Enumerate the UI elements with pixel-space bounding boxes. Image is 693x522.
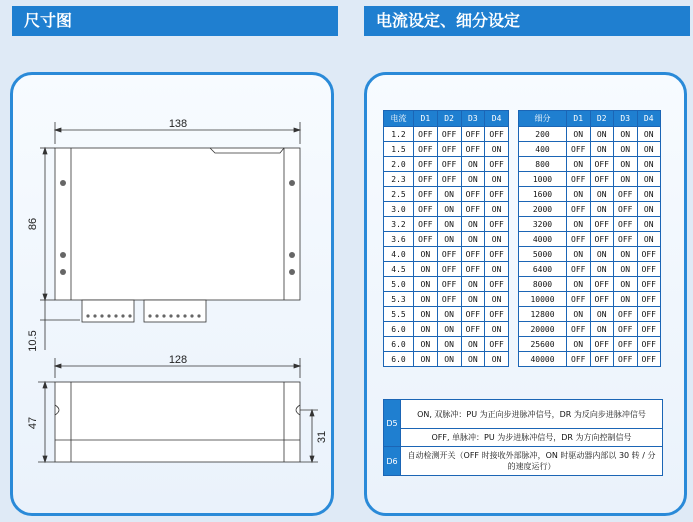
current-table-cell: ON — [485, 202, 509, 217]
current-table-cell: OFF — [485, 247, 509, 262]
current-table-cell: OFF — [461, 247, 485, 262]
current-table-cell: OFF — [414, 202, 438, 217]
microstep-table-cell: 20000 — [519, 322, 567, 337]
microstep-table-cell: OFF — [637, 337, 661, 352]
current-table-cell: OFF — [485, 157, 509, 172]
microstep-table-cell: OFF — [567, 172, 591, 187]
current-table-cell: OFF — [414, 172, 438, 187]
microstep-table-row — [519, 172, 661, 187]
microstep-table-cell: 12800 — [519, 307, 567, 322]
current-table-cell: OFF — [461, 307, 485, 322]
current-table-row — [384, 142, 509, 157]
microstep-table-cell: OFF — [637, 292, 661, 307]
dim-width-bottom: 128 — [168, 354, 188, 366]
current-table-cell: ON — [485, 292, 509, 307]
current-table-cell: OFF — [485, 307, 509, 322]
current-table-row — [384, 172, 509, 187]
microstep-table-cell: ON — [567, 187, 591, 202]
current-table-cell: OFF — [437, 157, 461, 172]
microstep-table-cell: 2000 — [519, 202, 567, 217]
microstep-table-row — [519, 322, 661, 337]
microstep-table-cell: ON — [567, 217, 591, 232]
d6-label: D6 — [384, 447, 401, 476]
current-table-cell: ON — [437, 322, 461, 337]
d5-label: D5 — [384, 400, 401, 447]
switch-notes-table — [383, 399, 663, 476]
current-table-cell: OFF — [414, 157, 438, 172]
current-table-cell: ON — [461, 292, 485, 307]
current-table-row — [384, 247, 509, 262]
current-setting-table — [383, 110, 509, 367]
left-section-title: 尺寸图 — [24, 11, 73, 30]
microstep-table-cell: OFF — [590, 232, 614, 247]
current-table-row — [384, 187, 509, 202]
microstep-table-cell: OFF — [637, 307, 661, 322]
dim-height-top: 86 — [27, 217, 39, 231]
microstep-table-cell: 4000 — [519, 232, 567, 247]
current-table-cell: OFF — [485, 277, 509, 292]
current-table-row — [384, 322, 509, 337]
current-table-cell: ON — [437, 232, 461, 247]
current-header-d4: D4 — [485, 111, 509, 127]
microstep-table-cell: OFF — [567, 232, 591, 247]
microstep-table-cell: ON — [614, 172, 638, 187]
microstep-table-row — [519, 142, 661, 157]
microstep-table-cell: ON — [614, 142, 638, 157]
current-table-cell: 5.5 — [384, 307, 414, 322]
current-table-cell: OFF — [437, 277, 461, 292]
microstep-table-row — [519, 247, 661, 262]
microstep-table-row — [519, 307, 661, 322]
microstep-table-cell: OFF — [590, 352, 614, 367]
microstep-table-row — [519, 337, 661, 352]
right-section-title: 电流设定、细分设定 — [376, 11, 521, 30]
current-table-cell: OFF — [437, 172, 461, 187]
microstep-table-cell: OFF — [567, 262, 591, 277]
current-table-cell: ON — [485, 232, 509, 247]
current-table-cell: OFF — [461, 262, 485, 277]
current-table-cell: OFF — [461, 127, 485, 142]
microstep-header-d4: D4 — [637, 111, 661, 127]
d6-description: 自动检测开关（OFF 时接收外部脉冲，ON 时驱动器内部以 30 转 / 分的速度运行） — [401, 447, 663, 476]
current-table-row — [384, 307, 509, 322]
microstep-table-cell: ON — [637, 187, 661, 202]
current-table-row — [384, 217, 509, 232]
microstep-table-cell: ON — [590, 322, 614, 337]
microstep-table-cell: ON — [567, 337, 591, 352]
current-table-cell: 4.5 — [384, 262, 414, 277]
current-table-cell: OFF — [437, 262, 461, 277]
current-table-cell: ON — [485, 262, 509, 277]
microstep-table-cell: OFF — [567, 142, 591, 157]
microstep-setting-table — [518, 110, 661, 367]
current-table-cell: 5.0 — [384, 277, 414, 292]
current-table-cell: ON — [437, 187, 461, 202]
microstep-table-cell: OFF — [637, 247, 661, 262]
current-table-cell: ON — [485, 142, 509, 157]
current-table-cell: ON — [461, 172, 485, 187]
microstep-table-cell: ON — [637, 217, 661, 232]
dim-depth-bottom: 31 — [316, 430, 328, 444]
microstep-table-cell: 1000 — [519, 172, 567, 187]
microstep-table-cell: OFF — [614, 337, 638, 352]
current-table-cell: 1.2 — [384, 127, 414, 142]
current-table-cell: ON — [461, 232, 485, 247]
current-table-cell: OFF — [437, 127, 461, 142]
microstep-table-cell: ON — [614, 292, 638, 307]
microstep-table-cell: 6400 — [519, 262, 567, 277]
current-table-row — [384, 352, 509, 367]
microstep-table-cell: OFF — [567, 352, 591, 367]
current-table-cell: 3.0 — [384, 202, 414, 217]
microstep-table-row — [519, 157, 661, 172]
current-table-row — [384, 337, 509, 352]
microstep-table-cell: OFF — [637, 262, 661, 277]
current-table-cell: 5.3 — [384, 292, 414, 307]
microstep-table-row — [519, 232, 661, 247]
current-table-row — [384, 127, 509, 142]
current-table-cell: OFF — [461, 187, 485, 202]
current-table-cell: 2.5 — [384, 187, 414, 202]
microstep-table-cell: OFF — [614, 307, 638, 322]
current-table-row — [384, 232, 509, 247]
microstep-table-cell: OFF — [637, 352, 661, 367]
microstep-table-cell: ON — [567, 127, 591, 142]
current-table-row — [384, 277, 509, 292]
d5-on-description: ON, 双脉冲：PU 为正向步进脉冲信号，DR 为反向步进脉冲信号 — [401, 400, 663, 429]
current-table-cell: ON — [437, 307, 461, 322]
microstep-table-row — [519, 187, 661, 202]
microstep-table-cell: 1600 — [519, 187, 567, 202]
current-table-cell: ON — [414, 247, 438, 262]
microstep-table-cell: ON — [614, 277, 638, 292]
microstep-table-cell: OFF — [590, 217, 614, 232]
current-table-cell: ON — [437, 352, 461, 367]
microstep-table-cell: ON — [637, 127, 661, 142]
microstep-table-cell: ON — [614, 247, 638, 262]
microstep-header-d3: D3 — [614, 111, 638, 127]
current-table-cell: 4.0 — [384, 247, 414, 262]
current-table-cell: OFF — [414, 217, 438, 232]
microstep-table-cell: OFF — [590, 292, 614, 307]
current-table-cell: ON — [461, 352, 485, 367]
microstep-table-cell: ON — [567, 247, 591, 262]
current-table-cell: OFF — [414, 232, 438, 247]
microstep-table-cell: OFF — [614, 202, 638, 217]
microstep-table-cell: OFF — [567, 322, 591, 337]
microstep-table-cell: ON — [590, 262, 614, 277]
current-table-cell: ON — [414, 337, 438, 352]
current-table-cell: ON — [414, 292, 438, 307]
current-table-cell: ON — [414, 277, 438, 292]
microstep-table-cell: ON — [590, 307, 614, 322]
microstep-header-d1: D1 — [567, 111, 591, 127]
current-header-d3: D3 — [461, 111, 485, 127]
current-table-cell: 2.3 — [384, 172, 414, 187]
current-table-cell: ON — [414, 322, 438, 337]
microstep-table-cell: OFF — [614, 352, 638, 367]
microstep-table-row — [519, 352, 661, 367]
microstep-table-row — [519, 292, 661, 307]
current-table-row — [384, 157, 509, 172]
microstep-table-cell: 400 — [519, 142, 567, 157]
microstep-table-cell: OFF — [590, 172, 614, 187]
microstep-table-cell: 25600 — [519, 337, 567, 352]
microstep-table-cell: OFF — [614, 232, 638, 247]
microstep-table-cell: OFF — [567, 202, 591, 217]
current-table-cell: ON — [461, 217, 485, 232]
microstep-table-cell: OFF — [590, 277, 614, 292]
current-table-row — [384, 202, 509, 217]
microstep-table-cell: ON — [567, 157, 591, 172]
current-table-cell: 3.6 — [384, 232, 414, 247]
microstep-table-cell: ON — [637, 232, 661, 247]
microstep-table-cell: ON — [637, 157, 661, 172]
current-table-cell: ON — [414, 307, 438, 322]
microstep-table-row — [519, 202, 661, 217]
microstep-table-row — [519, 277, 661, 292]
microstep-table-cell: 8000 — [519, 277, 567, 292]
current-table-cell: ON — [414, 352, 438, 367]
current-table-cell: ON — [485, 322, 509, 337]
current-table-cell: 6.0 — [384, 352, 414, 367]
current-table-cell: ON — [437, 217, 461, 232]
microstep-table-cell: ON — [590, 127, 614, 142]
microstep-table-cell: OFF — [614, 187, 638, 202]
microstep-table-cell: ON — [637, 142, 661, 157]
microstep-table-cell: ON — [590, 142, 614, 157]
current-table-cell: 3.2 — [384, 217, 414, 232]
current-table-cell: ON — [485, 352, 509, 367]
current-table-cell: OFF — [437, 292, 461, 307]
microstep-table-row — [519, 127, 661, 142]
microstep-table-cell: OFF — [567, 292, 591, 307]
current-table-cell: ON — [485, 172, 509, 187]
microstep-table-cell: 5000 — [519, 247, 567, 262]
microstep-table-cell: 3200 — [519, 217, 567, 232]
microstep-header-label: 细分 — [519, 111, 567, 127]
microstep-table-cell: ON — [614, 157, 638, 172]
current-table-cell: OFF — [485, 337, 509, 352]
microstep-table-cell: OFF — [614, 217, 638, 232]
dim-height-bottom: 47 — [27, 416, 39, 430]
current-header-label: 电流 — [384, 111, 414, 127]
current-table-row — [384, 262, 509, 277]
microstep-table-cell: ON — [590, 187, 614, 202]
microstep-table-cell: 10000 — [519, 292, 567, 307]
microstep-table-cell: ON — [637, 172, 661, 187]
dim-width-top: 138 — [168, 118, 188, 130]
current-table-cell: ON — [461, 337, 485, 352]
current-table-cell: OFF — [437, 247, 461, 262]
microstep-table-cell: OFF — [590, 337, 614, 352]
current-table-cell: OFF — [461, 322, 485, 337]
current-table-cell: OFF — [414, 127, 438, 142]
microstep-table-cell: OFF — [637, 322, 661, 337]
microstep-table-cell: ON — [590, 247, 614, 262]
microstep-table-cell: 200 — [519, 127, 567, 142]
current-table-cell: 6.0 — [384, 322, 414, 337]
microstep-table-cell: ON — [637, 202, 661, 217]
current-table-cell: OFF — [485, 187, 509, 202]
current-table-cell: 1.5 — [384, 142, 414, 157]
microstep-table-cell: OFF — [637, 277, 661, 292]
microstep-table-cell: OFF — [614, 322, 638, 337]
current-table-cell: OFF — [485, 217, 509, 232]
microstep-table-cell: ON — [590, 202, 614, 217]
current-table-cell: OFF — [414, 142, 438, 157]
current-table-cell: 2.0 — [384, 157, 414, 172]
current-table-cell: ON — [437, 337, 461, 352]
current-table-cell: ON — [414, 262, 438, 277]
d5-off-description: OFF, 单脉冲：PU 为步进脉冲信号，DR 为方向控制信号 — [401, 429, 663, 447]
current-table-cell: ON — [461, 277, 485, 292]
microstep-table-cell: 40000 — [519, 352, 567, 367]
current-table-cell: OFF — [485, 127, 509, 142]
dim-connector-height: 10.5 — [27, 330, 39, 352]
current-table-cell: ON — [461, 157, 485, 172]
current-table-row — [384, 292, 509, 307]
microstep-table-cell: ON — [614, 262, 638, 277]
current-table-cell: ON — [437, 202, 461, 217]
current-table-cell: OFF — [414, 187, 438, 202]
current-header-d2: D2 — [437, 111, 461, 127]
microstep-table-cell: 800 — [519, 157, 567, 172]
current-table-cell: OFF — [461, 202, 485, 217]
microstep-table-cell: OFF — [590, 157, 614, 172]
microstep-table-cell: ON — [614, 127, 638, 142]
microstep-table-row — [519, 217, 661, 232]
microstep-table-cell: ON — [567, 307, 591, 322]
microstep-table-row — [519, 262, 661, 277]
microstep-header-d2: D2 — [590, 111, 614, 127]
current-table-cell: OFF — [461, 142, 485, 157]
current-table-cell: 6.0 — [384, 337, 414, 352]
microstep-table-cell: ON — [567, 277, 591, 292]
current-table-cell: OFF — [437, 142, 461, 157]
current-header-d1: D1 — [414, 111, 438, 127]
